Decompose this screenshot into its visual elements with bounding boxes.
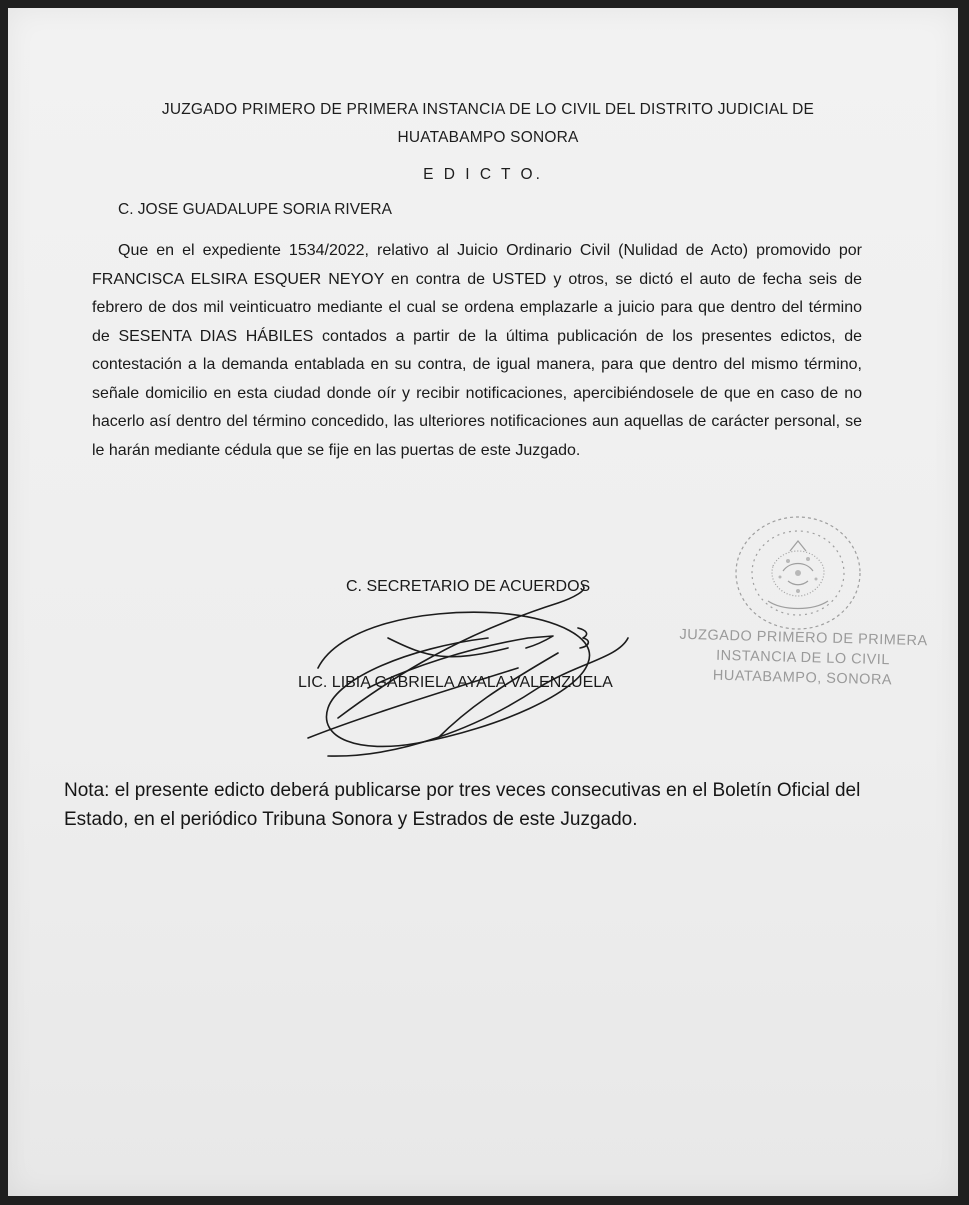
court-seal-emblem: [728, 511, 868, 641]
secretary-name: LIC. LIBIA GABRIELA AYALA VALENZUELA: [298, 674, 613, 691]
seal-line2: INSTANCIA DE LO CIVIL: [715, 647, 891, 669]
handwritten-signature: [298, 568, 638, 768]
seal-line1: JUZGADO PRIMERO DE PRIMERA: [679, 626, 928, 650]
secretary-role: C. SECRETARIO DE ACUERDOS: [346, 578, 591, 595]
court-header-line2: HUATABAMPO SONORA: [397, 129, 579, 146]
addressee: C. JOSE GUADALUPE SORIA RIVERA: [118, 201, 392, 218]
court-seal-text: [667, 624, 938, 691]
document-title: E D I C T O.: [423, 166, 543, 183]
court-header-line1: JUZGADO PRIMERO DE PRIMERA INSTANCIA DE LO CIVIL DEL DISTRITO JUDICIAL DE: [161, 101, 815, 118]
document-page: [8, 8, 958, 1196]
seal-line3: HUATABAMPO, SONORA: [712, 667, 893, 689]
publication-note: Nota: el presente edicto deberá publicarse por tres veces consecutivas en el Boletín Oficial del Estado, en el periódico Tribuna Sonora y Estrados de este Juzgado.: [64, 780, 861, 830]
court-header: [78, 96, 898, 152]
body-paragraph: Que en el expediente 1534/2022, relativo al Juicio Ordinario Civil (Nulidad de Acto) promovido por FRANCISCA ELSIRA ESQUER NEYOY en contra de USTED y otros, se dictó el auto de fecha seis de febrero de dos mil veinticuatro mediante el cual se ordena emplazarle a juicio para que dentro del término de SESENTA DIAS HÁBILES contados a partir de la última publicación de los presentes edictos, de contestación a la demanda entablada en su contra, de igual manera, para que dentro del mismo término, señale domicilio en esta ciudad donde oír y recibir notificaciones, apercibiéndosele de que en caso de no hacerlo así dentro del término concedido, las ulteriores notificaciones aun aquellas de carácter personal, se le harán mediante cédula que se fije en las puertas de este Juzgado.: [92, 242, 862, 459]
